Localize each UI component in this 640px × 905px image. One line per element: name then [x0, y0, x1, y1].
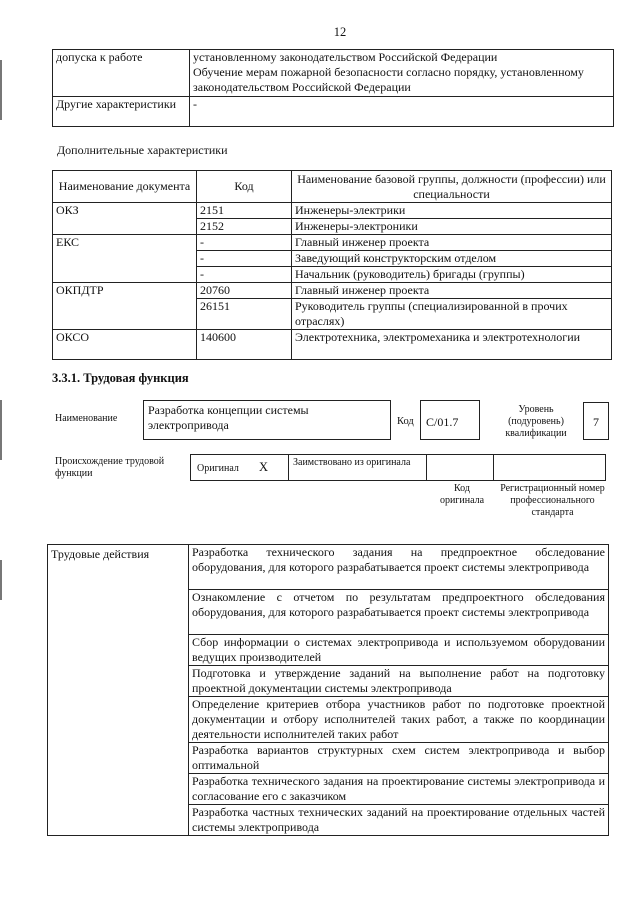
code-box	[420, 400, 480, 440]
cell-name: Электротехника, электромеханика и электротехнологии	[292, 330, 612, 360]
cell-name: Главный инженер проекта	[292, 235, 612, 251]
table-row	[53, 97, 614, 127]
cell-code: 20760	[197, 283, 292, 299]
cell-code: 2151	[197, 203, 292, 219]
cell-doc: ЕКС	[53, 235, 197, 283]
table-cell-value	[190, 50, 614, 97]
cell-doc: ОКЗ	[53, 203, 197, 235]
function-name-box	[143, 400, 391, 440]
table-row	[53, 50, 614, 97]
table-row	[53, 203, 612, 219]
header-name: Наименование базовой группы, должности (профессии) или специальности	[292, 171, 612, 203]
cell-name: Руководитель группы (специализированной в прочих отраслях)	[292, 299, 612, 330]
cell-code: 26151	[197, 299, 292, 330]
action-item: Разработка технического задания на предпроектное обследование оборудования, для которого разрабатывается проект системы электропривода	[189, 545, 609, 590]
original-mark: X	[259, 460, 269, 474]
cell-name: Начальник (руководитель) бригады (группы)	[292, 267, 612, 283]
action-item: Ознакомление с отчетом по результатам предпроектного обследования оборудования, для которого разрабатывается проект системы электропривода	[189, 590, 609, 635]
table-row	[53, 330, 612, 360]
table-cell-label: Другие характеристики	[53, 97, 190, 127]
table-row	[48, 545, 609, 590]
cell-code: -	[197, 235, 292, 251]
page-edge-mark	[0, 560, 2, 600]
labor-actions-table	[47, 544, 609, 836]
cell-doc: ОКПДТР	[53, 283, 197, 330]
table-row	[53, 235, 612, 251]
page-edge-mark	[0, 60, 2, 120]
value-line: установленному законодательством Российской Федерации	[193, 50, 498, 64]
actions-label: Трудовые действия	[48, 545, 189, 836]
action-item: Сбор информации о системах электропривода и используемом оборудовании ведущих производителей	[189, 635, 609, 666]
additional-table	[52, 170, 612, 360]
header-code: Код	[197, 171, 292, 203]
table-header-row	[53, 171, 612, 203]
function-heading: 3.3.1. Трудовая функция	[52, 371, 189, 385]
cell-code: -	[197, 251, 292, 267]
code-value: C/01.7	[426, 415, 459, 429]
additional-heading: Дополнительные характеристики	[57, 143, 228, 157]
table-cell-label: допуска к работе	[53, 50, 190, 97]
function-name-label: Наименование	[55, 413, 118, 424]
table-row	[53, 283, 612, 299]
cell-doc: ОКСО	[53, 330, 197, 360]
code-original-caption: Код оригинала	[439, 483, 485, 506]
qualification-table	[52, 49, 614, 127]
code-original-cell	[493, 455, 494, 480]
cell-code: 2152	[197, 219, 292, 235]
cell-name: Главный инженер проекта	[292, 283, 612, 299]
action-item: Определение критериев отбора участников работ по подготовке проектной документации и отбору исполнителей таких работ, а также по координации деятельности исполнителей таких работ	[189, 697, 609, 743]
function-name-value: Разработка концепции системы электропривода	[148, 403, 309, 432]
table-cell-value: -	[190, 97, 614, 127]
cell-name: Инженеры-электроники	[292, 219, 612, 235]
reg-number-caption: Регистрационный номер профессионального стандарта	[500, 483, 605, 518]
action-item: Разработка вариантов структурных схем систем электропривода и выбор оптимальной	[189, 743, 609, 774]
origin-row	[190, 454, 606, 481]
origin-label: Происхождение трудовой функции	[55, 456, 165, 479]
level-value: 7	[593, 415, 599, 429]
value-line: Обучение мерам пожарной безопасности согласно порядку, установленному законодательством Российской Федерации	[193, 65, 584, 94]
cell-code: -	[197, 267, 292, 283]
header-doc: Наименование документа	[53, 171, 197, 203]
action-item: Подготовка и утверждение заданий на выполнение работ на подготовку проектной документации системы электропривода	[189, 666, 609, 697]
cell-name: Инженеры-электрики	[292, 203, 612, 219]
divider	[426, 455, 427, 480]
original-label: Оригинал	[197, 463, 239, 474]
cell-code: 140600	[197, 330, 292, 360]
borrowed-label: Заимствовано из оригинала	[293, 457, 411, 468]
level-box	[583, 402, 609, 440]
action-item: Разработка частных технических заданий на проектирование отдельных частей системы электропривода	[189, 805, 609, 836]
page-number: 12	[333, 25, 347, 39]
code-label: Код	[397, 416, 414, 427]
level-label: Уровень (подуровень) квалификации	[505, 404, 567, 439]
page-edge-mark	[0, 400, 2, 460]
divider	[288, 455, 289, 480]
action-item: Разработка технического задания на проектирование системы электропривода и согласование его с заказчиком	[189, 774, 609, 805]
cell-name: Заведующий конструкторским отделом	[292, 251, 612, 267]
